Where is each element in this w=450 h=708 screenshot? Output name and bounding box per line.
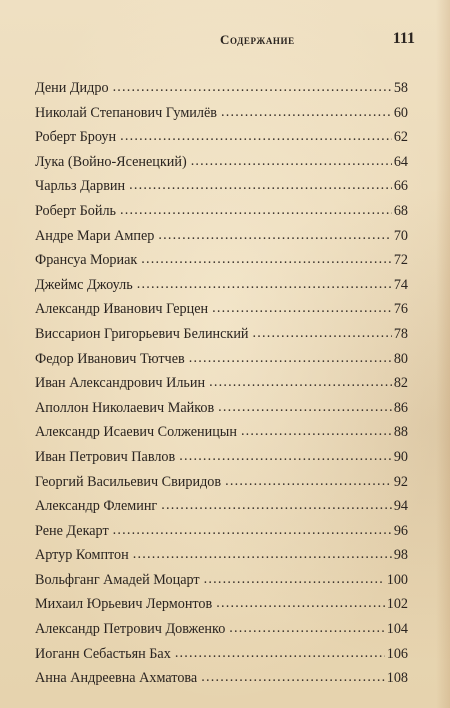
toc-entry-name: Лука (Войно-Ясенецкий) [35,153,187,170]
toc-entry [35,666,408,691]
dot-leader [175,641,385,666]
toc-entry-name: Аполлон Николаевич Майков [35,399,215,416]
toc-entry [35,347,408,372]
toc-entry [35,592,408,617]
toc-entry [35,322,408,347]
toc-entry-page: 100 [386,571,408,588]
dot-leader [209,370,392,395]
dot-leader [113,75,392,100]
toc-entry-page: 64 [393,153,408,170]
dot-leader [161,493,392,518]
toc-entry-page: 94 [393,498,408,515]
toc-entry-page: 72 [393,252,408,269]
toc-entry [35,125,408,150]
toc-entry [35,248,408,273]
toc-entry-page: 104 [386,621,408,638]
toc-entry-name: Николай Степанович Гумилёв [35,104,217,121]
toc-entry-name: Вольфганг Амадей Моцарт [35,571,200,588]
toc-entry-page: 86 [393,399,408,416]
dot-leader [225,469,392,494]
toc-entry-page: 62 [393,129,408,146]
dot-leader [158,223,391,248]
toc-entry-name: Андре Мари Ампер [35,227,155,244]
table-of-contents [35,76,408,691]
toc-entry-name: Артур Комптон [35,547,129,564]
dot-leader [113,518,392,543]
section-title: Содержание [220,32,295,47]
toc-entry-name: Джеймс Джоуль [35,276,133,293]
toc-entry [35,568,408,593]
toc-entry-name: Иван Александрович Ильин [35,375,206,392]
dot-leader [216,591,385,616]
toc-entry [35,174,408,199]
running-header [0,30,450,52]
toc-entry-page: 82 [393,375,408,392]
toc-entry [35,420,408,445]
toc-entry-page: 98 [393,547,408,564]
dot-leader [218,395,392,420]
dot-leader [137,272,392,297]
toc-entry-page: 106 [386,645,408,662]
toc-entry [35,273,408,298]
toc-entry-name: Александр Иванович Герцен [35,301,209,318]
dot-leader [229,616,384,641]
toc-entry-page: 90 [393,448,408,465]
toc-entry-name: Иоганн Себастьян Бах [35,645,171,662]
dot-leader [120,198,392,223]
toc-entry-name: Иван Петрович Павлов [35,448,176,465]
toc-entry-page: 108 [386,670,408,687]
dot-leader [241,419,392,444]
dot-leader [204,567,385,592]
toc-entry [35,543,408,568]
toc-entry-page: 74 [393,276,408,293]
toc-entry-name: Георгий Васильевич Свиридов [35,473,222,490]
toc-entry [35,297,408,322]
dot-leader [253,321,392,346]
toc-entry [35,642,408,667]
toc-entry-page: 58 [393,80,408,96]
dot-leader [120,124,392,149]
toc-entry-name: Чарльз Дарвин [35,178,126,195]
toc-entry-page: 96 [393,522,408,539]
toc-entry-page: 76 [393,301,408,318]
toc-entry-name: Роберт Бойль [35,202,116,219]
toc-entry-page: 92 [393,473,408,490]
toc-entry [35,101,408,126]
toc-entry-name: Михаил Юрьевич Лермонтов [35,596,213,613]
toc-entry-page: 66 [393,178,408,195]
toc-entry [35,494,408,519]
toc-entry-name: Роберт Броун [35,129,117,146]
toc-entry-page: 88 [393,424,408,441]
toc-entry-page: 60 [393,104,408,121]
dot-leader [189,346,392,371]
dot-leader [191,149,392,174]
toc-entry [35,617,408,642]
toc-entry-name: Александр Петрович Довженко [35,621,226,638]
toc-entry [35,224,408,249]
dot-leader [129,173,392,198]
toc-entry-name: Анна Андреевна Ахматова [35,670,198,687]
toc-entry [35,519,408,544]
toc-entry [35,371,408,396]
toc-entry-page: 68 [393,202,408,219]
toc-entry-page: 80 [393,350,408,367]
toc-entry-page: 70 [393,227,408,244]
toc-entry [35,396,408,421]
dot-leader [201,665,384,690]
toc-entry-name: Франсуа Мориак [35,252,138,269]
toc-entry [35,199,408,224]
toc-entry-name: Александр Исаевич Солженицын [35,424,237,441]
dot-leader [212,296,392,321]
dot-leader [179,444,392,469]
dot-leader [133,542,392,567]
dot-leader [221,100,392,125]
toc-entry-name: Александр Флеминг [35,498,158,515]
toc-entry-name: Дени Дидро [35,80,109,96]
toc-entry [35,150,408,175]
toc-entry-name: Федор Иванович Тютчев [35,350,185,367]
toc-entry [35,470,408,495]
toc-entry [35,76,408,101]
toc-entry-page: 78 [393,325,408,342]
toc-entry [35,445,408,470]
toc-entry-page: 102 [386,596,408,613]
toc-entry-name: Рене Декарт [35,522,109,539]
toc-entry-name: Виссарион Григорьевич Белинский [35,325,249,342]
page-number: 111 [392,30,415,47]
dot-leader [141,247,392,272]
